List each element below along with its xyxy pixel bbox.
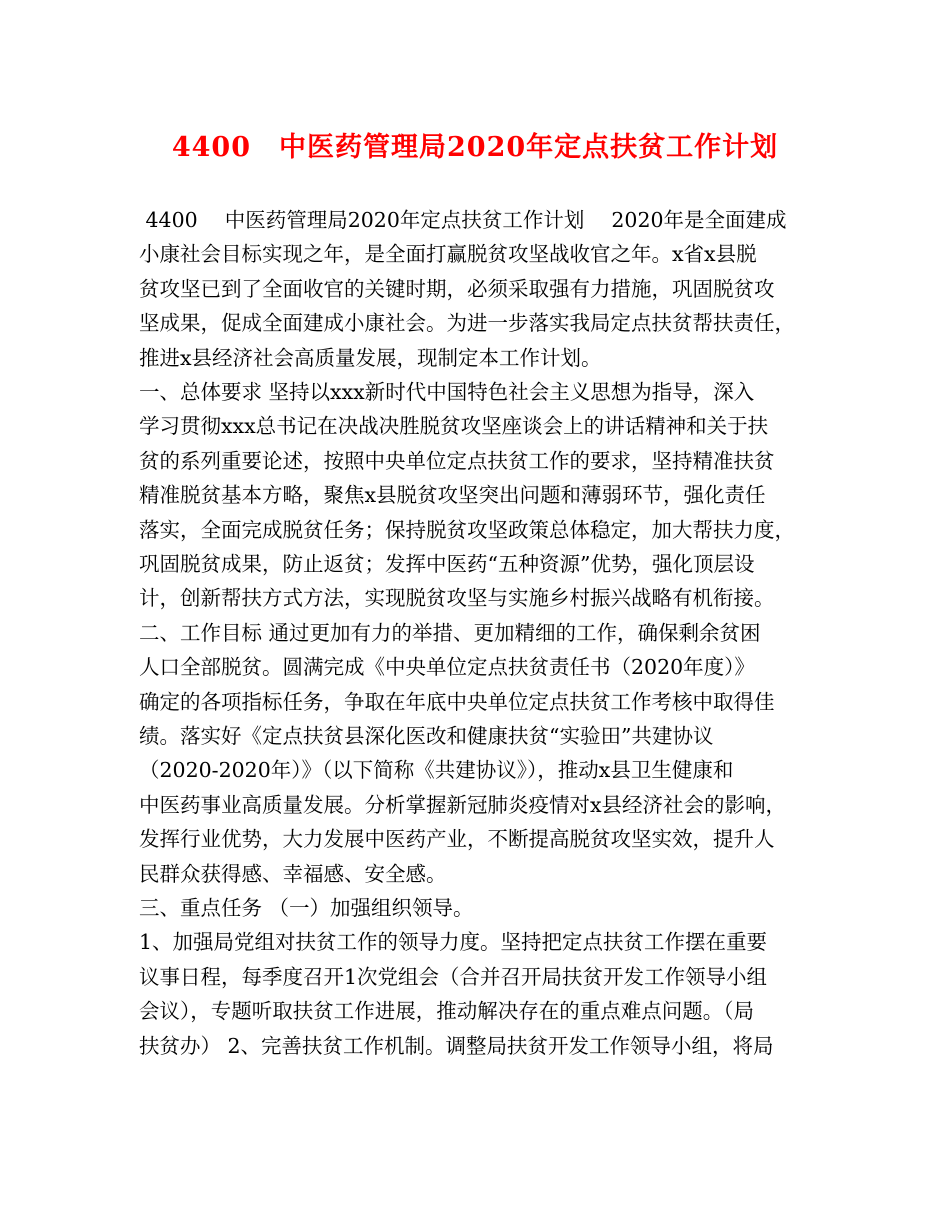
text-line: 绩。落实好《定点扶贫县深化医改和健康扶贫“实验田”共建协议 [139,724,714,748]
document-title: 4400 中医药管理局2020年定点扶贫工作计划 [171,132,779,163]
text-line: 贫攻坚已到了全面收官的关键时期，必须采取强有力措施，巩固脱贫攻 [139,276,775,301]
text-line: 二、工作目标 通过更加有力的举措、更加精细的工作，确保剩余贫困 [139,620,761,645]
text-line: 1、加强局党组对扶贫工作的领导力度。坚持把定点扶贫工作摆在重要 [139,930,768,955]
text-line: 议事日程，每季度召开1次党组会（合并召开局扶贫开发工作领导小组 [139,964,768,989]
text-line: 推进x县经济社会高质量发展，现制定本工作计划。 [139,345,602,370]
text-line: 巩固脱贫成果，防止返贫；发挥中医药“五种资源”优势，强化顶层设 [139,552,755,576]
text-line: 计，创新帮扶方式方法，实现脱贫攻坚与实施乡村振兴战略有机衔接。 [139,586,775,611]
text-line: 一、总体要求 坚持以xxx新时代中国特色社会主义思想为指导，深入 [139,380,755,404]
text-line: 坚成果，促成全面建成小康社会。为进一步落实我局定点扶贫帮扶责任， [139,311,795,336]
text-line: 发挥行业优势，大力发展中医药产业，不断提高脱贫攻坚实效，提升人 [139,827,775,852]
text-line: （2020-2020年）》（以下简称《共建协议》），推动x县卫生健康和 [139,758,734,783]
text-line: 会议），专题听取扶贫工作进展，推动解决存在的重点难点问题。（局 [139,999,754,1024]
text-line: 落实，全面完成脱贫任务；保持脱贫攻坚政策总体稳定，加大帮扶力度， [139,517,795,542]
text-line: 4400 中医药管理局2020年定点扶贫工作计划 2020年是全面建成 [139,208,787,232]
text-line: 确定的各项指标任务，争取在年底中央单位定点扶贫工作考核中取得佳 [139,689,775,714]
text-line: 人口全部脱贫。圆满完成《中央单位定点扶贫责任书（2020年度）》 [139,655,755,680]
text-line: 民群众获得感、幸福感、安全感。 [139,861,447,886]
text-line: 中医药事业高质量发展。分析掌握新冠肺炎疫情对x县经济社会的影响， [139,792,787,817]
text-line: 贫的系列重要论述，按照中央单位定点扶贫工作的要求，坚持精准扶贫 [139,448,775,473]
text-line: 学习贯彻xxx总书记在决战决胜脱贫攻坚座谈会上的讲话精神和关于扶 [139,414,769,439]
text-line: 三、重点任务 （一）加强组织领导。 [139,896,474,920]
text-line: 小康社会目标实现之年，是全面打赢脱贫攻坚战收官之年。x省x县脱 [139,242,757,267]
text-line: 扶贫办） 2、完善扶贫工作机制。调整局扶贫开发工作领导小组，将局 [139,1033,774,1058]
text-line: 精准脱贫基本方略，聚焦x县脱贫攻坚突出问题和薄弱环节，强化责任 [139,483,766,508]
